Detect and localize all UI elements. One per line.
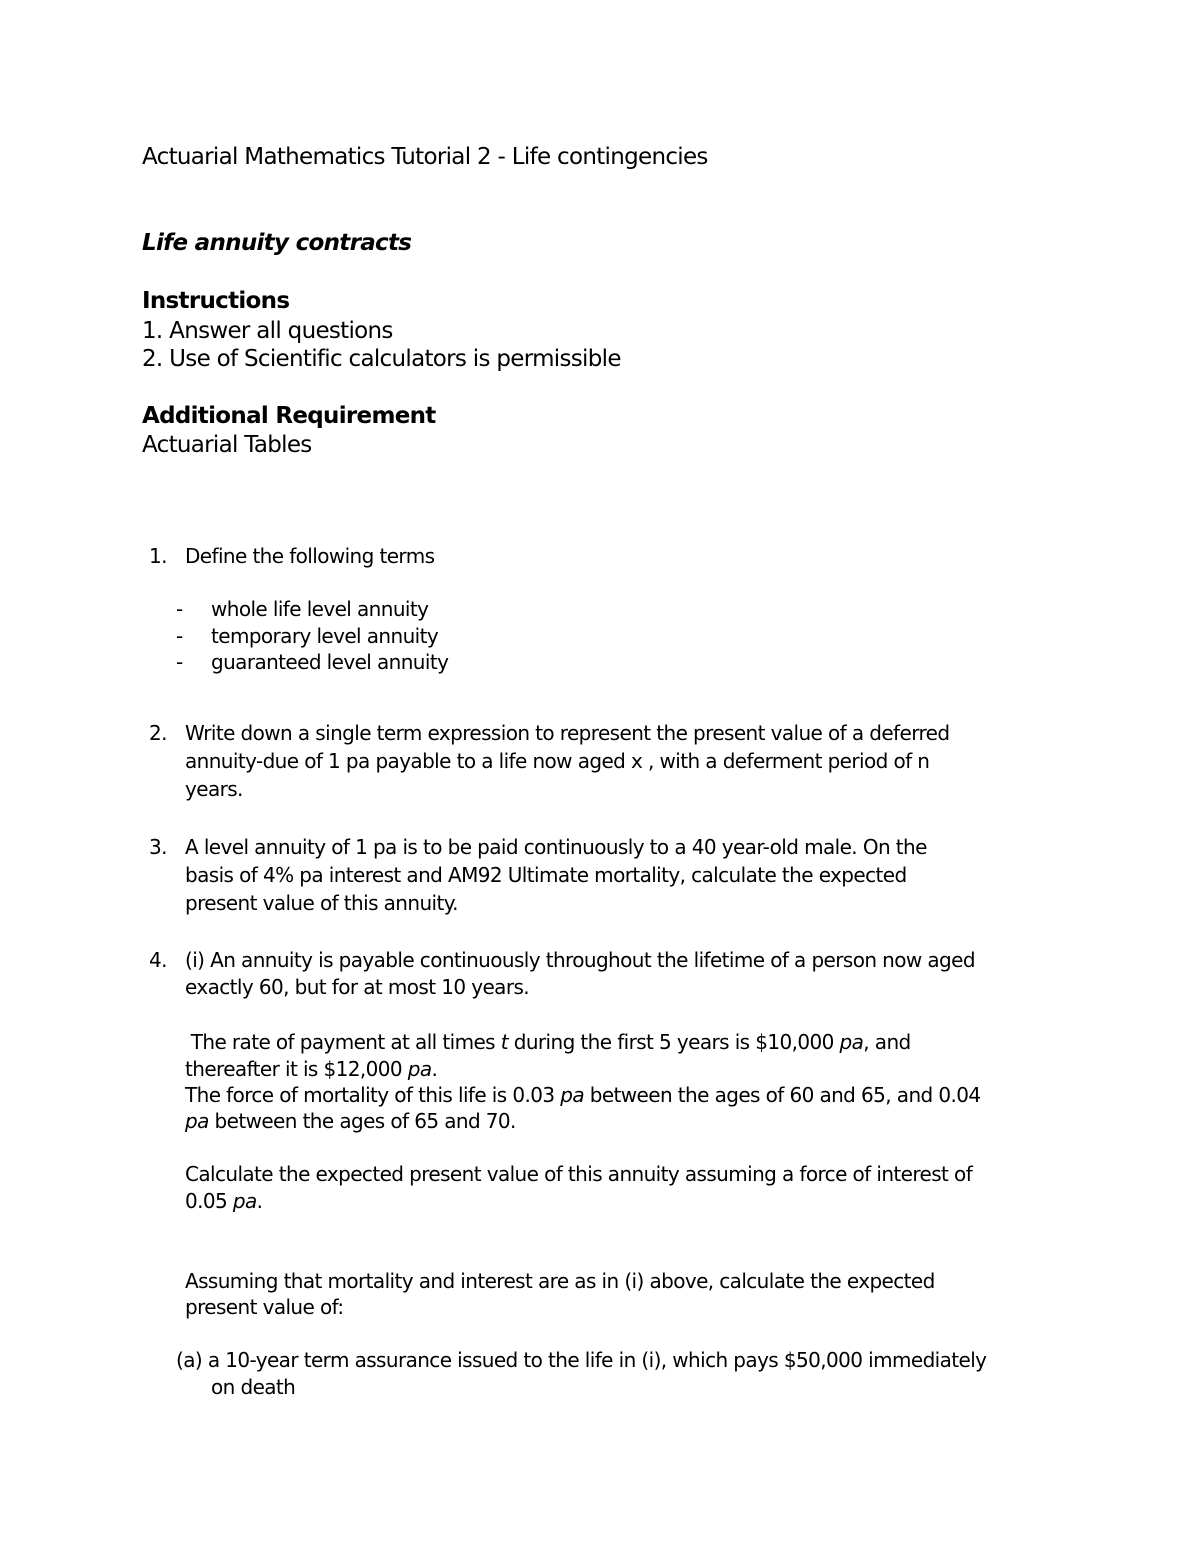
question-line: basis of 4% pa interest and AM92 Ultimate mortality, calculate the expected: [185, 863, 907, 887]
section-subtitle: Life annuity contracts: [142, 230, 412, 256]
instruction-item: 2. Use of Scientific calculators is permissible: [142, 346, 621, 372]
bullet-dash: -: [176, 650, 183, 674]
question-line: annuity-due of 1 pa payable to a life now aged x , with a deferment period of n: [185, 749, 930, 773]
additional-text: Actuarial Tables: [142, 432, 312, 458]
subpart-line: on death: [211, 1375, 296, 1399]
question-number: 2.: [149, 721, 167, 745]
question-text: Define the following terms: [185, 544, 435, 568]
instruction-item: 1. Answer all questions: [142, 318, 393, 344]
calc-line: 0.05 pa.: [185, 1189, 263, 1213]
additional-heading: Additional Requirement: [142, 403, 436, 429]
bullet-dash: -: [176, 597, 183, 621]
mortality-line: The force of mortality of this life is 0.03 pa between the ages of 60 and 65, and 0.04: [185, 1083, 981, 1107]
instructions-heading: Instructions: [142, 288, 290, 314]
term-item: guaranteed level annuity: [211, 650, 449, 674]
payment-rate-line: thereafter it is $12,000 pa.: [185, 1057, 438, 1081]
question-number: 3.: [149, 835, 167, 859]
assuming-line: present value of:: [185, 1295, 344, 1319]
term-item: temporary level annuity: [211, 624, 439, 648]
term-item: whole life level annuity: [211, 597, 429, 621]
mortality-line: pa between the ages of 65 and 70.: [185, 1109, 516, 1133]
question-line: years.: [185, 777, 243, 801]
assuming-line: Assuming that mortality and interest are as in (i) above, calculate the expected: [185, 1269, 935, 1293]
payment-rate-line: The rate of payment at all times t during the first 5 years is $10,000 pa, and: [190, 1030, 911, 1054]
question-line: exactly 60, but for at most 10 years.: [185, 975, 530, 999]
question-line: present value of this annuity.: [185, 891, 458, 915]
bullet-dash: -: [176, 624, 183, 648]
question-line: (i) An annuity is payable continuously throughout the lifetime of a person now aged: [185, 948, 975, 972]
question-number: 1.: [149, 544, 167, 568]
question-number: 4.: [149, 948, 167, 972]
question-line: A level annuity of 1 pa is to be paid continuously to a 40 year-old male. On the: [185, 835, 927, 859]
calc-line: Calculate the expected present value of this annuity assuming a force of interest of: [185, 1162, 973, 1186]
question-line: Write down a single term expression to represent the present value of a deferred: [185, 721, 950, 745]
subpart-line: (a) a 10-year term assurance issued to the life in (i), which pays $50,000 immediately: [176, 1348, 987, 1372]
page-title: Actuarial Mathematics Tutorial 2 - Life contingencies: [142, 144, 708, 170]
